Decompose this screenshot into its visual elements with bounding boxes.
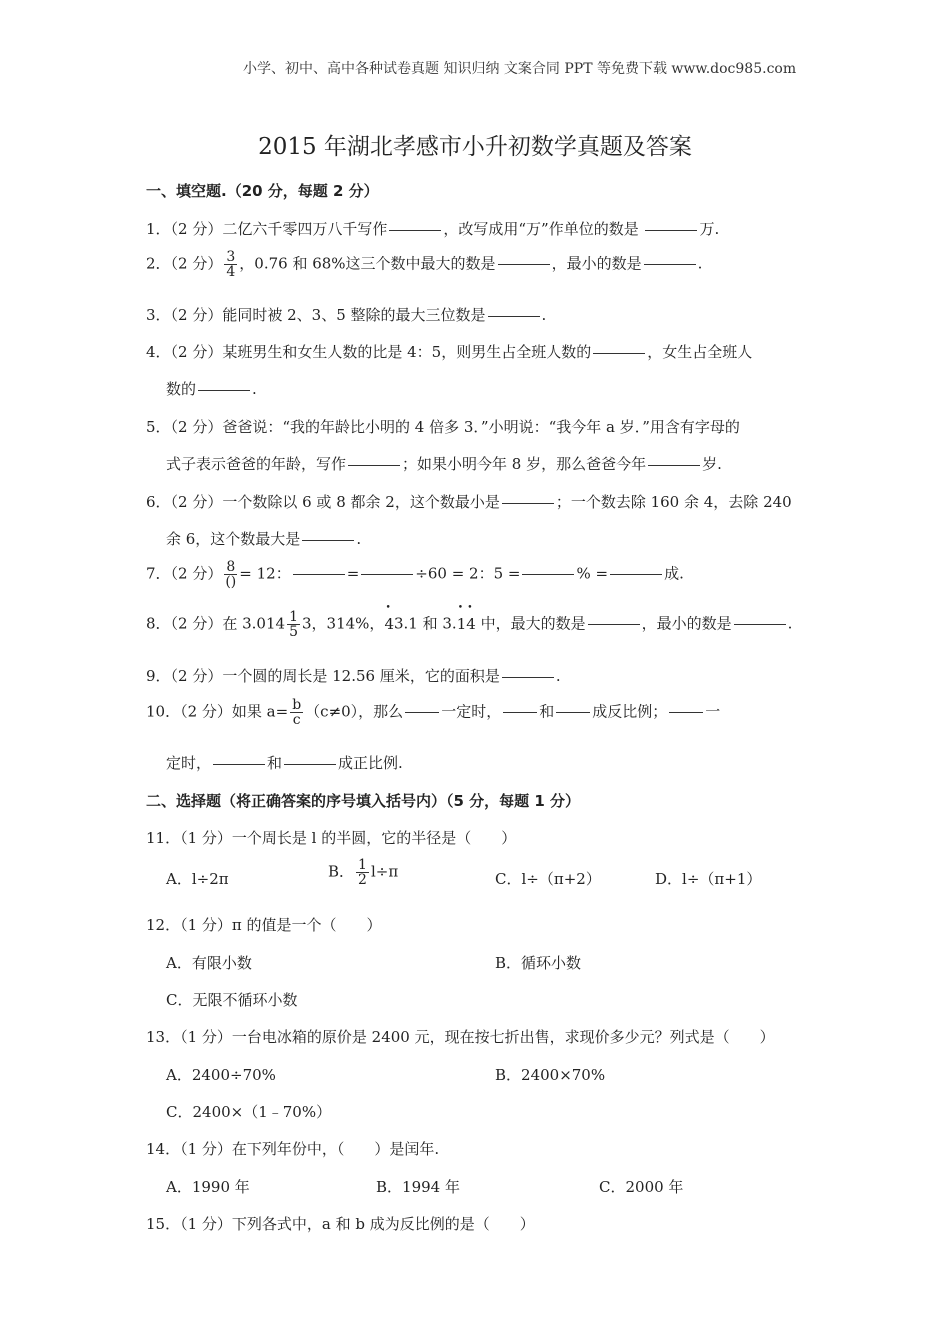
answer-blank: [198, 390, 250, 391]
q8-text-a: 8．（2 分）在 3.014: [146, 614, 286, 633]
answer-blank: [284, 764, 336, 765]
question-3: [146, 304, 546, 325]
answer-blank: [556, 712, 590, 713]
q4-text-b: ，女生占全班人: [647, 343, 753, 361]
fraction-denominator: c: [292, 712, 301, 728]
q13-option-a: A．2400÷70%: [166, 1066, 276, 1084]
question-8: [146, 610, 792, 639]
q2-text-c: ，最小的数是: [551, 254, 642, 273]
question-13: 13．（1 分）一台电冰箱的原价是 2400 元，现在按七折出售，求现价多少元？列式是（ ）: [146, 1028, 775, 1046]
q10-text-g: 定时，: [166, 754, 212, 772]
answer-blank: [645, 230, 697, 231]
section-choice: 二、选择题（将正确答案的序号填入括号内）（5 分，每题 1 分）: [146, 792, 581, 810]
q11-option-d: D．l÷（π+1）: [655, 870, 762, 888]
answer-blank: [648, 465, 700, 466]
q5-text-d: 岁.: [702, 455, 722, 473]
answer-blank: [213, 764, 265, 765]
q11-option-c: C．l÷（π+2）: [495, 870, 601, 888]
q9-text-b: .: [555, 667, 561, 685]
answer-blank: [644, 264, 696, 265]
q12-option-a: A．有限小数: [166, 954, 252, 972]
q4-text-c: 数的: [166, 380, 197, 398]
q7-text-d: ÷60 = 2：5 =: [415, 564, 521, 583]
question-9: [146, 665, 561, 686]
question-4: [146, 341, 752, 362]
q1-text-b: ，改写成用“万”作单位的数是: [443, 220, 639, 238]
answer-blank: [498, 264, 550, 265]
answer-blank: [405, 712, 439, 713]
q6-text-b: ；一个数去除 160 余 4，去除 240: [555, 493, 792, 511]
q10-text-b: （c≠0），那么: [305, 702, 404, 721]
question-5-cont: [166, 453, 722, 474]
page-title: 2015 年湖北孝感市小升初数学真题及答案: [258, 134, 692, 160]
q5-text-c: ；如果小明今年 8 岁，那么爸爸今年: [402, 455, 647, 473]
answer-blank: [588, 624, 640, 625]
q10-equals: =: [275, 702, 289, 721]
q7-text-b: = 12：: [239, 564, 291, 583]
q14-option-b: B．1994 年: [376, 1178, 460, 1196]
q8-text-j: .: [787, 614, 793, 633]
fraction: [224, 250, 237, 279]
q11-option-a: A．l÷2π: [166, 870, 229, 888]
q7-text-a: 7．（2 分）: [146, 564, 223, 583]
fraction-denominator: 4: [226, 264, 236, 280]
q8-repeating-digit: • 1: [457, 615, 467, 633]
page-header: 小学、初中、高中各种试卷真题 知识归纳 文案合同 PPT 等免费下载 www.doc985.com: [243, 61, 797, 77]
question-11: 11．（1 分）一个周长是 l 的半圆，它的半径是（ ）: [146, 829, 517, 847]
answer-blank: [503, 712, 537, 713]
answer-blank: [669, 712, 703, 713]
question-10: [146, 698, 720, 727]
answer-blank: [593, 353, 645, 354]
q8-text-i: ，最小的数是: [641, 614, 732, 633]
q14-option-c: C．2000 年: [599, 1178, 684, 1196]
fraction-numerator: 1: [289, 609, 298, 625]
q11-option-b: [328, 858, 398, 887]
answer-blank: [610, 574, 662, 575]
q10-text-c: 一定时，: [441, 702, 502, 721]
answer-blank: [502, 503, 554, 504]
answer-blank: [522, 574, 574, 575]
fraction-numerator: 3: [226, 249, 236, 265]
fraction-denominator: (): [225, 574, 237, 590]
q13-option-b: B．2400×70%: [495, 1066, 606, 1084]
question-15: 15．（1 分）下列各式中，a 和 b 成为反比例的是（ ）: [146, 1215, 535, 1233]
q11-option-b-text: l÷π: [370, 862, 399, 881]
fraction-numerator: b: [292, 697, 302, 713]
q8-text-e: 和 3.: [422, 614, 457, 633]
q6-text-c: 余 6，这个数最大是: [166, 530, 301, 548]
q8-text-h: 中，最大的数是: [480, 614, 586, 633]
q8-repeating-digit: • 4: [384, 615, 394, 633]
fraction: [356, 858, 369, 887]
question-2: [146, 250, 702, 279]
q6-text-d: .: [356, 530, 362, 548]
answer-blank: [502, 677, 554, 678]
q8-text-c: 3.1: [393, 614, 418, 633]
q7-text-e: % =: [576, 564, 609, 583]
q6-text-a: 6．（2 分）一个数除以 6 或 8 都余 2，这个数最小是: [146, 493, 500, 511]
question-14: 14．（1 分）在下列年份中，（ ）是闰年.: [146, 1140, 440, 1158]
q3-text-a: 3．（2 分）能同时被 2、3、5 整除的最大三位数是: [146, 306, 486, 324]
fraction-denominator: 5: [289, 624, 298, 640]
fraction: [290, 698, 303, 727]
q2-text-d: .: [697, 254, 703, 273]
question-12: 12．（1 分）π 的值是一个（ ）: [146, 916, 382, 934]
fraction-numerator: 8: [226, 559, 236, 575]
q4-text-a: 4．（2 分）某班男生和女生人数的比是 4：5，则男生占全班人数的: [146, 343, 592, 361]
question-10-cont: [166, 752, 403, 773]
q12-option-b: B．循环小数: [495, 954, 582, 972]
q10-text-e: 成反比例；: [592, 702, 668, 721]
q10-text-h: 和: [267, 754, 283, 772]
q10-text-d: 和: [539, 702, 555, 721]
q8-repeating-digit: • 4: [466, 615, 476, 633]
q2-text-b: ，0.76 和 68%这三个数中最大的数是: [239, 254, 496, 273]
question-4-cont: [166, 378, 257, 399]
q10-text-a: 10．（2 分）如果 a: [146, 702, 276, 721]
q14-option-a: A．1990 年: [166, 1178, 250, 1196]
answer-blank: [302, 540, 354, 541]
answer-blank: [734, 624, 786, 625]
fraction: [224, 560, 237, 589]
q5-text-a: 5．（2 分）爸爸说：“我的年龄比小明的 4 倍多 3．”小明说：“我今年 a 岁．”用含有字母的: [146, 418, 740, 436]
answer-blank: [488, 316, 540, 317]
question-1: [146, 218, 719, 239]
q13-option-c: C．2400×（1﹣70%）: [166, 1103, 332, 1121]
q2-text-a: 2．（2 分）: [146, 254, 223, 273]
question-6-cont: [166, 528, 361, 549]
question-6: [146, 491, 792, 512]
q12-option-c: C．无限不循环小数: [166, 991, 298, 1009]
question-5: [146, 416, 740, 437]
q3-text-b: .: [541, 306, 547, 324]
answer-blank: [293, 574, 345, 575]
q9-text-a: 9．（2 分）一个圆的周长是 12.56 厘米，它的面积是: [146, 667, 500, 685]
q10-text-i: 成正比例.: [338, 754, 403, 772]
answer-blank: [389, 230, 441, 231]
question-7: [146, 560, 684, 589]
section-fill-blank: 一、填空题.（20 分，每题 2 分）: [146, 182, 379, 200]
q7-text-f: 成.: [664, 564, 684, 583]
q4-text-d: .: [252, 380, 257, 398]
q7-text-c: =: [346, 564, 360, 583]
fraction-numerator: 1: [358, 857, 367, 873]
fraction-denominator: 2: [358, 872, 367, 888]
q1-text-a: 1．（2 分）二亿六千零四万八千写作: [146, 220, 388, 238]
q8-text-b: 3，314%，: [302, 614, 385, 633]
q11-option-b-label: B．: [328, 862, 355, 881]
fraction: [287, 610, 300, 639]
answer-blank: [361, 574, 413, 575]
q5-text-b: 式子表示爸爸的年龄，写作: [166, 455, 347, 473]
q10-text-f: 一: [705, 702, 721, 721]
q1-text-c: 万.: [699, 220, 720, 238]
answer-blank: [348, 465, 400, 466]
